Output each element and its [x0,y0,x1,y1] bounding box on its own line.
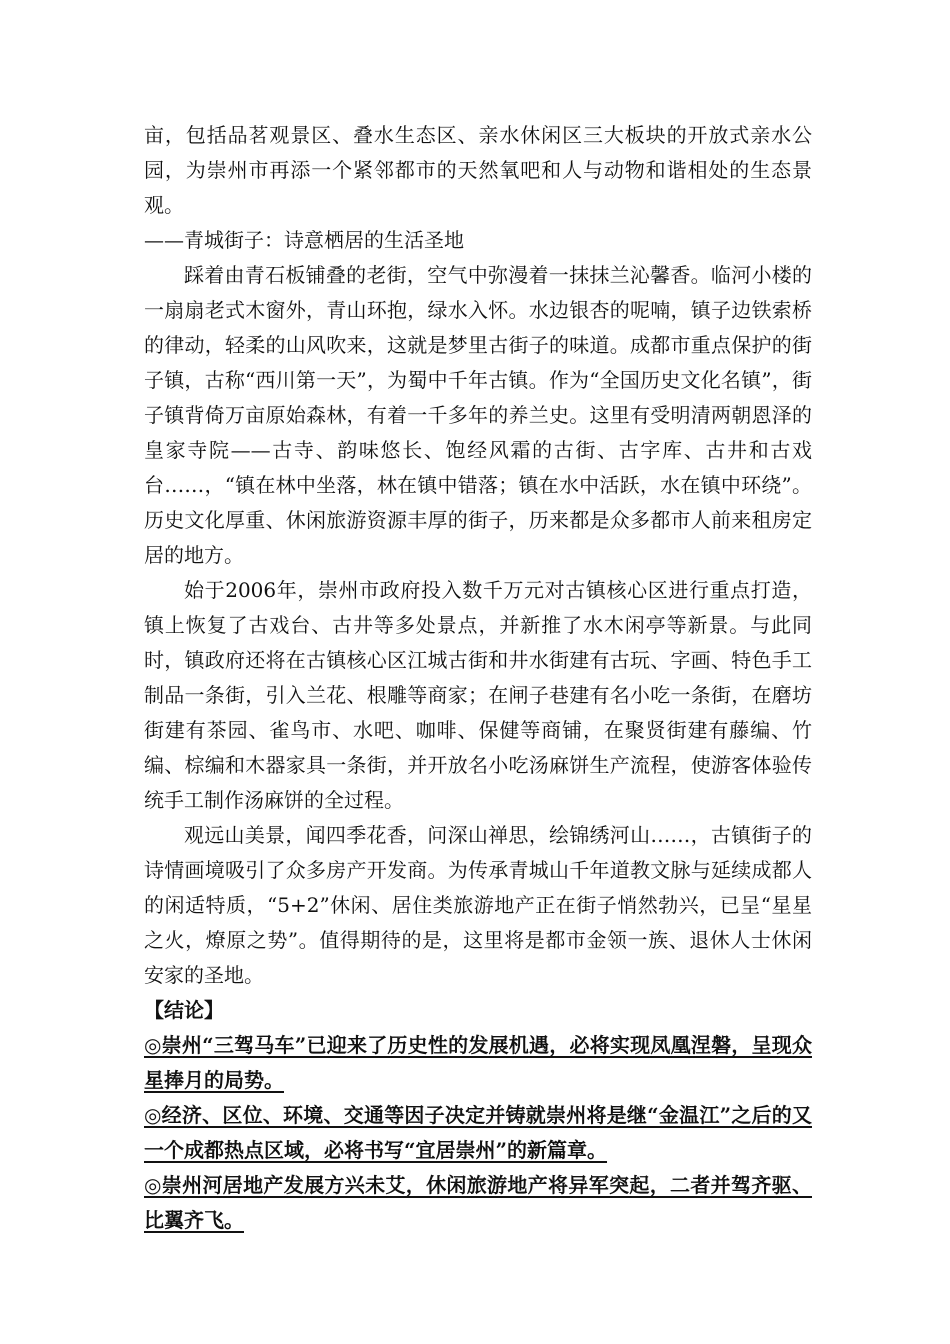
conclusion-item-1: ◎崇州“三驾马车”已迎来了历史性的发展机遇，必将实现凤凰涅磐，呈现众星捧月的局势。 [144,1033,812,1092]
intro-paragraph: 亩，包括品茗观景区、叠水生态区、亲水休闲区三大板块的开放式亲水公园，为崇州市再添一个紧邻都市的天然氧吧和人与动物和谐相处的生态景观。 [144,123,812,217]
body-paragraph-tourism-real-estate: 观远山美景，闻四季花香，问深山禅思，绘锦绣河山……，古镇街子的诗情画境吸引了众多房产开发商。为传承青城山千年道教文脉与延续成都人的闲适特质，“5+2”休闲、居住类旅游地产正在街子悄然勃兴，已呈“星星之火，燎原之势”。值得期待的是，这里将是都市金领一族、退休人士休闲安家的圣地。 [144,823,812,987]
body-paragraph-government-investment: 始于2006年，崇州市政府投入数千万元对古镇核心区进行重点打造，镇上恢复了古戏台、古井等多处景点，并新推了水木闲亭等新景。与此同时，镇政府还将在古镇核心区江城古街和井水街建有古玩、字画、特色手工制品一条街，引入兰花、根雕等商家；在闸子巷建有名小吃一条街，在磨坊街建有茶园、雀鸟市、水吧、咖啡、保健等商铺，在聚贤街建有藤编、竹编、棕编和木器家具一条街，并开放名小吃汤麻饼生产流程，使游客体验传统手工制作汤麻饼的全过程。 [144,578,812,812]
conclusion-title: 【结论】 [144,998,224,1022]
conclusion-item-3: ◎崇州河居地产发展方兴未艾，休闲旅游地产将异军突起，二者并驾齐驱、比翼齐飞。 [144,1173,812,1232]
conclusion-item-2: ◎经济、区位、环境、交通等因子决定并铸就崇州将是继“金温江”之后的又一个成都热点区域，必将书写“宜居崇州”的新篇章。 [144,1103,812,1162]
section-heading: ——青城街子：诗意栖居的生活圣地 [144,228,464,252]
body-paragraph-jiezi-street: 踩着由青石板铺叠的老街，空气中弥漫着一抹抹兰沁馨香。临河小楼的一扇扇老式木窗外，青山环抱，绿水入怀。水边银杏的呢喃，镇子边铁索桥的律动，轻柔的山风吹来，这就是梦里古街子的味道。成都市重点保护的街子镇，古称“西川第一天”，为蜀中千年古镇。作为“全国历史文化名镇”，街子镇背倚万亩原始森林，有着一千多年的养兰史。这里有受明清两朝恩泽的皇家寺院——古寺、韵味悠长、饱经风霜的古街、古字库、古井和古戏台……，“镇在林中坐落，林在镇中错落；镇在水中活跃，水在镇中环绕”。历史文化厚重、休闲旅游资源丰厚的街子，历来都是众多都市人前来租房定居的地方。 [144,263,812,567]
document-body [144,118,812,1238]
